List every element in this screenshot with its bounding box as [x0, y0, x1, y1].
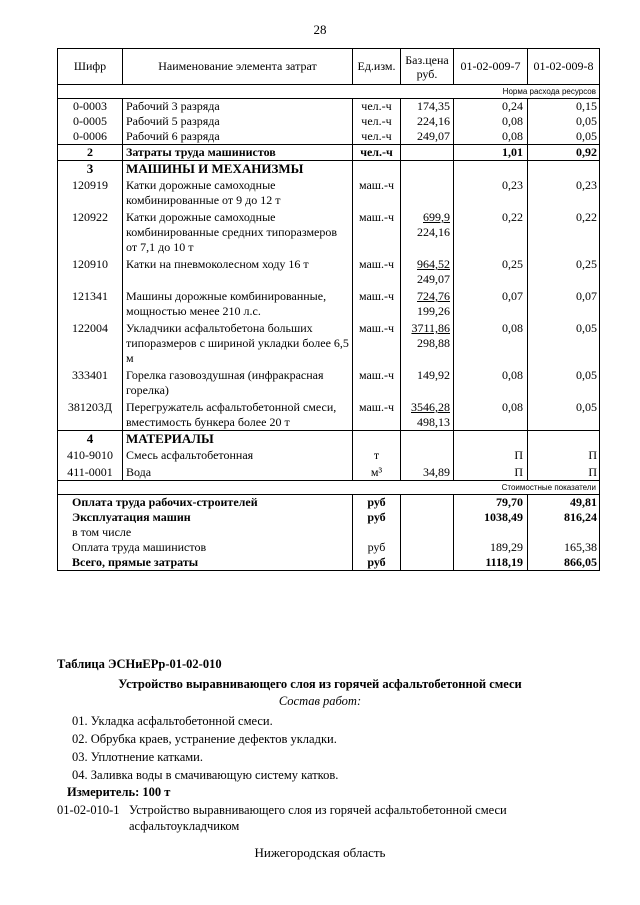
row-name: Укладчики асфальтобетона больших типоразмеров с шириной укладки более 6,5 м	[123, 319, 353, 366]
row-unit	[353, 161, 401, 177]
row-unit: маш.-ч	[353, 366, 401, 398]
work-step: 04. Заливка воды в смачивающую систему катков.	[72, 768, 339, 782]
row-code: 411-0001	[58, 463, 123, 481]
row-price-secondary: 249,07	[417, 272, 450, 286]
row-code: 410-9010	[58, 446, 123, 463]
row-value-1: 0,08	[454, 129, 528, 145]
row-code: 0-0005	[58, 114, 123, 129]
row-price-cell	[401, 398, 454, 431]
row-value-2: П	[528, 463, 600, 481]
row-unit: маш.-ч	[353, 255, 401, 287]
row-price-cell	[401, 145, 454, 161]
summary-unit: руб	[353, 510, 401, 525]
row-unit: чел.-ч	[353, 145, 401, 161]
row-value-1	[454, 161, 528, 177]
row-value-2: 0,05	[528, 366, 600, 398]
row-unit: чел.-ч	[353, 99, 401, 115]
row-price: 964,52	[417, 257, 450, 271]
region-footer: Нижегородская область	[254, 845, 386, 860]
summary-value-1: 79,70	[454, 495, 528, 511]
norm-label-row	[58, 85, 600, 99]
row-value-2	[528, 431, 600, 447]
row-name: Катки дорожные самоходные комбинированные средних типоразмеров от 7,1 до 10 т	[123, 208, 353, 255]
row-name: Горелка газовоздушная (инфракрасная горелка)	[123, 366, 353, 398]
row-name: Перегружатель асфальтобетонной смеси, вместимость бункера более 20 т	[123, 398, 353, 431]
row-value-1: 0,08	[454, 398, 528, 431]
summary-unit: руб	[353, 540, 401, 555]
row-value-1: 0,07	[454, 287, 528, 319]
summary-price	[401, 510, 454, 525]
row-code: 120910	[58, 255, 123, 287]
row-code: 3	[58, 161, 123, 177]
row-code: 0-0006	[58, 129, 123, 145]
row-price-cell	[401, 129, 454, 145]
table-row	[58, 319, 600, 366]
row-code: 381203Д	[58, 398, 123, 431]
row-unit: т	[353, 446, 401, 463]
norm-label: Норма расхода ресурсов	[58, 85, 600, 99]
row-price-secondary: 498,13	[417, 415, 450, 429]
row-value-2: 0,23	[528, 176, 600, 208]
row-price-cell	[401, 431, 454, 447]
row-name: Смесь асфальтобетонная	[123, 446, 353, 463]
header-unit: Ед.изм.	[353, 49, 401, 85]
work-step: 02. Обрубка краев, устранение дефектов укладки.	[72, 732, 337, 746]
row-price-secondary: 199,26	[417, 304, 450, 318]
summary-price	[401, 495, 454, 511]
summary-value-1: 1038,49	[454, 510, 528, 525]
table-row	[58, 446, 600, 463]
table-row	[58, 99, 600, 115]
summary-value-2	[528, 525, 600, 540]
row-value-1: 0,08	[454, 114, 528, 129]
row-price: 724,76	[417, 289, 450, 303]
summary-name: Оплата труда машинистов	[58, 540, 353, 555]
row-code: 120922	[58, 208, 123, 255]
summary-value-2: 165,38	[528, 540, 600, 555]
row-unit: маш.-ч	[353, 319, 401, 366]
row-name: Затраты труда машинистов	[123, 145, 353, 161]
row-value-1: 0,08	[454, 319, 528, 366]
row-value-1: 0,24	[454, 99, 528, 115]
cost-label-row	[58, 481, 600, 495]
table-title: Таблица ЭСНиЕРр-01-02-010	[57, 657, 222, 671]
table-row	[58, 398, 600, 431]
summary-price	[401, 540, 454, 555]
row-price: 174,35	[417, 99, 450, 113]
table-row	[58, 287, 600, 319]
row-unit: маш.-ч	[353, 208, 401, 255]
work-step: 01. Укладка асфальтобетонной смеси.	[72, 714, 273, 728]
work-step: 03. Уплотнение катками.	[72, 750, 203, 764]
header-col2: 01-02-009-8	[528, 49, 600, 85]
table-heading: Устройство выравнивающего слоя из горячей асфальтобетонной смеси	[118, 677, 522, 691]
row-unit: чел.-ч	[353, 129, 401, 145]
row-price-cell	[401, 319, 454, 366]
work-item-text: Устройство выравнивающего слоя из горячей асфальтобетонной смеси асфальтоукладчиком	[129, 803, 507, 833]
summary-value-1: 1118,19	[454, 555, 528, 571]
row-value-2: 0,25	[528, 255, 600, 287]
cost-label: Стоимостные показатели	[58, 481, 600, 495]
row-code: 333401	[58, 366, 123, 398]
row-price-secondary: 298,88	[417, 336, 450, 350]
summary-value-2: 866,05	[528, 555, 600, 571]
summary-unit	[353, 525, 401, 540]
row-name: Рабочий 5 разряда	[123, 114, 353, 129]
row-price: 224,16	[417, 114, 450, 128]
row-name: Рабочий 3 разряда	[123, 99, 353, 115]
row-price-cell	[401, 161, 454, 177]
summary-unit: руб	[353, 495, 401, 511]
summary-value-2: 49,81	[528, 495, 600, 511]
row-unit: маш.-ч	[353, 398, 401, 431]
row-name: МАШИНЫ И МЕХАНИЗМЫ	[123, 161, 353, 177]
table-row	[58, 431, 600, 447]
row-value-2: 0,05	[528, 319, 600, 366]
table-row	[58, 255, 600, 287]
row-name: Катки на пневмоколесном ходу 16 т	[123, 255, 353, 287]
table-row	[58, 161, 600, 177]
row-name: Катки дорожные самоходные комбинированные от 9 до 12 т	[123, 176, 353, 208]
header-name: Наименование элемента затрат	[123, 49, 353, 85]
summary-name: Эксплуатация машин	[58, 510, 353, 525]
row-value-2: 0,05	[528, 114, 600, 129]
summary-name: Оплата труда рабочих-строителей	[58, 495, 353, 511]
summary-row	[58, 510, 600, 525]
table-row	[58, 366, 600, 398]
row-value-1: 1,01	[454, 145, 528, 161]
table-row	[58, 129, 600, 145]
row-unit: маш.-ч	[353, 176, 401, 208]
page-number: 28	[313, 22, 327, 37]
row-price: 699,9	[423, 210, 450, 224]
row-price-cell	[401, 287, 454, 319]
header-base-price: Баз.цена руб.	[401, 49, 454, 85]
row-name: Вода	[123, 463, 353, 481]
row-price-cell	[401, 176, 454, 208]
row-code: 120919	[58, 176, 123, 208]
row-value-2: П	[528, 446, 600, 463]
row-value-1: 0,25	[454, 255, 528, 287]
summary-value-1	[454, 525, 528, 540]
row-value-1: 0,22	[454, 208, 528, 255]
row-price-cell	[401, 255, 454, 287]
table-row	[58, 463, 600, 481]
row-unit: чел.-ч	[353, 114, 401, 129]
header-col1: 01-02-009-7	[454, 49, 528, 85]
row-value-2: 0,07	[528, 287, 600, 319]
row-unit	[353, 431, 401, 447]
row-value-2: 0,22	[528, 208, 600, 255]
row-value-1: П	[454, 463, 528, 481]
row-price-secondary: 224,16	[417, 225, 450, 239]
row-unit: м³	[353, 463, 401, 481]
row-price-cell	[401, 114, 454, 129]
row-name: МАТЕРИАЛЫ	[123, 431, 353, 447]
row-value-1: 0,08	[454, 366, 528, 398]
row-price-cell	[401, 446, 454, 463]
table-row	[58, 176, 600, 208]
row-price: 34,89	[423, 465, 450, 479]
row-price: 249,07	[417, 129, 450, 143]
resource-norms-table	[57, 48, 600, 571]
summary-value-1: 189,29	[454, 540, 528, 555]
row-value-2: 0,05	[528, 129, 600, 145]
table-row	[58, 114, 600, 129]
summary-price	[401, 525, 454, 540]
work-steps-list	[72, 712, 338, 784]
work-composition-label: Состав работ:	[278, 694, 362, 708]
summary-row	[58, 540, 600, 555]
work-item-code: 01-02-010-1	[57, 803, 120, 817]
row-price: 149,92	[417, 368, 450, 382]
summary-row	[58, 495, 600, 511]
summary-unit: руб	[353, 555, 401, 571]
summary-price	[401, 555, 454, 571]
row-price-cell	[401, 463, 454, 481]
row-value-1	[454, 431, 528, 447]
row-value-1: 0,23	[454, 176, 528, 208]
summary-row	[58, 555, 600, 571]
summary-name: в том числе	[58, 525, 353, 540]
table-row	[58, 208, 600, 255]
summary-row	[58, 525, 600, 540]
table-row	[58, 145, 600, 161]
row-code: 0-0003	[58, 99, 123, 115]
row-price: 3546,28	[411, 400, 450, 414]
row-code: 2	[58, 145, 123, 161]
row-value-2: 0,05	[528, 398, 600, 431]
measure-unit: Измеритель: 100 т	[67, 785, 171, 799]
row-unit: маш.-ч	[353, 287, 401, 319]
table-body	[58, 85, 600, 571]
row-code: 122004	[58, 319, 123, 366]
row-price-cell	[401, 208, 454, 255]
row-price-cell	[401, 99, 454, 115]
row-price-cell	[401, 366, 454, 398]
row-code: 121341	[58, 287, 123, 319]
row-name: Рабочий 6 разряда	[123, 129, 353, 145]
row-code: 4	[58, 431, 123, 447]
row-name: Машины дорожные комбинированные, мощностью менее 210 л.с.	[123, 287, 353, 319]
summary-value-2: 816,24	[528, 510, 600, 525]
row-value-1: П	[454, 446, 528, 463]
row-value-2: 0,15	[528, 99, 600, 115]
row-value-2: 0,92	[528, 145, 600, 161]
header-code: Шифр	[58, 49, 123, 85]
row-value-2	[528, 161, 600, 177]
summary-name: Всего, прямые затраты	[58, 555, 353, 571]
row-price: 3711,86	[411, 321, 450, 335]
work-item	[57, 802, 569, 834]
